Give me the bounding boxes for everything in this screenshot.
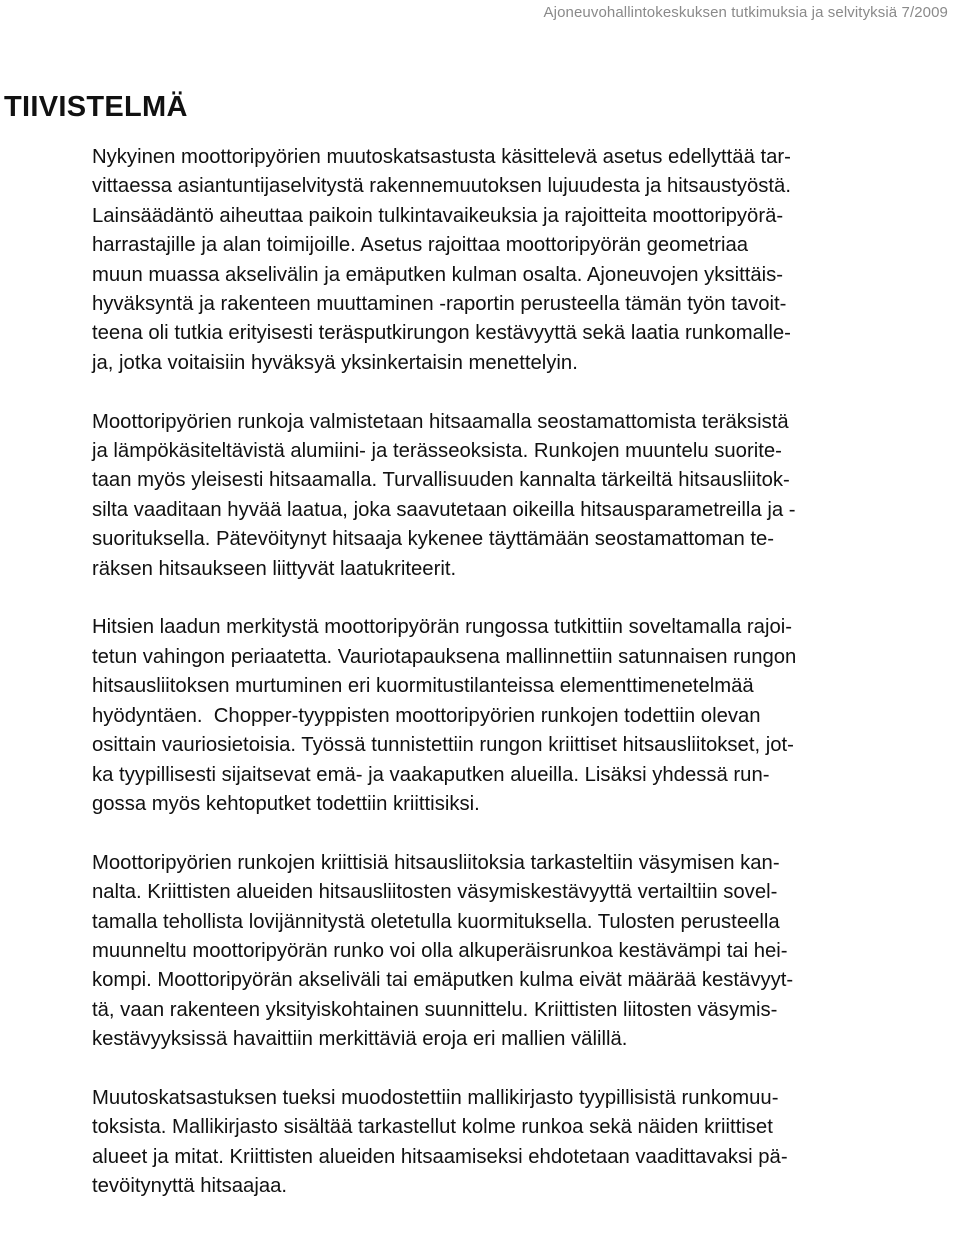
text-line: suorituksella. Pätevöitynyt hitsaaja kykenee täyttämään seostamattoman te-	[92, 528, 775, 551]
paragraph-2	[92, 408, 960, 584]
text-line: tä, vaan rakenteen yksityiskohtainen suunnittelu. Kriittisten liitosten väsymis-	[92, 998, 778, 1021]
text-line: Moottoripyörien runkoja valmistetaan hitsaamalla seostamattomista teräksistä	[92, 410, 789, 433]
text-line: taan myös yleisesti hitsaamalla. Turvallisuuden kannalta tärkeiltä hitsausliitok-	[92, 469, 790, 492]
paragraph-5	[92, 1084, 960, 1202]
text-line: tevöitynyttä hitsaajaa.	[92, 1175, 288, 1198]
text-line: nalta. Kriittisten alueiden hitsausliitosten väsymiskestävyyttä vertailtiin sovel-	[92, 881, 778, 904]
text-line: Moottoripyörien runkojen kriittisiä hitsausliitoksia tarkasteltiin väsymisen kan-	[92, 851, 780, 874]
text-line: gossa myös kehtoputket todettiin kriittisiksi.	[92, 792, 480, 815]
page-title: TIIVISTELMÄ	[4, 91, 188, 123]
text-line: kompi. Moottoripyörän akseliväli tai emäputken kulma eivät määrää kestävyyt-	[92, 969, 794, 992]
text-line: Lainsäädäntö aiheuttaa paikoin tulkintavaikeuksia ja rajoitteita moottoripyörä-	[92, 204, 784, 227]
text-line: alueet ja mitat. Kriittisten alueiden hitsaamiseksi ehdotetaan vaadittavaksi pä-	[92, 1145, 788, 1168]
text-line: kestävyyksissä havaittiin merkittäviä eroja eri mallien välillä.	[92, 1028, 628, 1051]
text-line: ja, jotka voitaisiin hyväksyä yksinkertaisin menettelyin.	[92, 351, 578, 374]
text-line: Nykyinen moottoripyörien muutoskatsastusta käsittelevä asetus edellyttää tar-	[92, 146, 791, 168]
text-line: teena oli tutkia erityisesti teräsputkirungon kestävyyttä sekä laatia runkomalle-	[92, 322, 791, 345]
text-line: hitsausliitoksen murtuminen eri kuormitustilanteissa elementtimenetelmää	[92, 675, 754, 698]
text-line: Muutoskatsastuksen tueksi muodostettiin mallikirjasto tyypillisistä runkomuu-	[92, 1086, 779, 1109]
paragraph-1	[92, 143, 960, 378]
text-line: hyväksyntä ja rakenteen muuttaminen -raportin perusteella tämän työn tavoit-	[92, 293, 787, 316]
running-header: Ajoneuvohallintokeskuksen tutkimuksia ja selvityksiä 7/2009	[543, 4, 948, 21]
text-line: muun muassa akselivälin ja emäputken kulman osalta. Ajoneuvojen yksittäis-	[92, 263, 784, 286]
text-line: muunneltu moottoripyörän runko voi olla alkuperäisrunkoa kestävämpi tai hei-	[92, 939, 788, 962]
text-line: Hitsien laadun merkitystä moottoripyörän rungossa tutkittiin soveltamalla rajoi-	[92, 616, 793, 639]
abstract-body	[92, 143, 960, 1231]
text-line: toksista. Mallikirjasto sisältää tarkastellut kolme runkoa sekä näiden kriittiset	[92, 1116, 773, 1139]
text-line: vittaessa asiantuntijaselvitystä rakennemuutoksen lujuudesta ja hitsaustyöstä.	[92, 175, 791, 198]
text-line: hyödyntäen. Chopper-tyyppisten moottoripyörien runkojen todettiin olevan	[92, 704, 761, 727]
text-line: harrastajille ja alan toimijoille. Asetus rajoittaa moottoripyörän geometriaa	[92, 234, 749, 257]
text-line: tetun vahingon periaatetta. Vauriotapauksena mallinnettiin satunnaisen rungon	[92, 645, 797, 668]
text-line: osittain vauriosietoisia. Työssä tunnistettiin rungon kriittiset hitsausliitokset, jot-	[92, 734, 794, 757]
text-line: tamalla tehollista lovijännitystä oletetulla kuormituksella. Tulosten perusteella	[92, 910, 780, 933]
text-line: räksen hitsaukseen liittyvät laatukriteerit.	[92, 557, 457, 580]
paragraph-4	[92, 849, 960, 1055]
text-line: silta vaaditaan hyvää laatua, joka saavutetaan oikeilla hitsausparametreilla ja -	[92, 498, 796, 521]
text-line: ka tyypillisesti sijaitsevat emä- ja vaakaputken alueilla. Lisäksi yhdessä run-	[92, 763, 770, 786]
paragraph-3	[92, 613, 960, 819]
text-line: ja lämpökäsiteltävistä alumiini- ja terässeoksista. Runkojen muuntelu suorite-	[92, 440, 782, 463]
